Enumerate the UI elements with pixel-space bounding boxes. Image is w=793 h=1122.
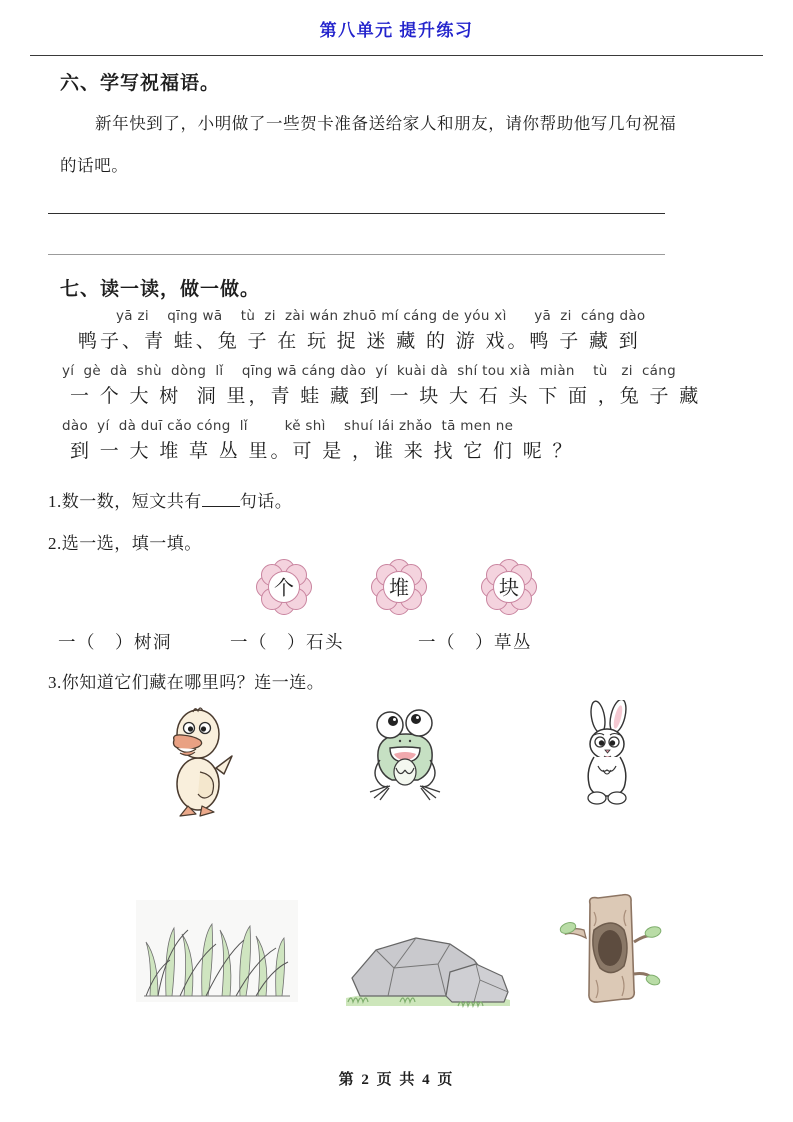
flower-option-ge bbox=[256, 558, 312, 616]
passage-line-3 bbox=[60, 418, 760, 463]
passage-line-1-pinyin: yā zi qīng wā tù zi zài wán zhuō mí cáng de yóu xì yā zi cáng dào bbox=[116, 308, 646, 324]
flower-option-kuai bbox=[481, 558, 537, 616]
question-3: 3.你知道它们藏在哪里吗？连一连。 bbox=[48, 673, 325, 692]
passage-line-2-pinyin: yí gè dà shù dòng lǐ qīng wā cáng dào yí kuài dà shí tou xià miàn tù zi cáng bbox=[62, 363, 676, 379]
section6-paragraph-line1: 新年快到了，小明做了一些贺卡准备送给家人和朋友，请你帮助他写几句祝福 bbox=[95, 114, 677, 133]
question-2: 2.选一选，填一填。 bbox=[48, 534, 202, 553]
passage-line-1 bbox=[60, 308, 760, 353]
passage-line-1-hanzi: 鸭子、青 蛙、兔 子 在 玩 捉 迷 藏 的 游 戏。鸭 子 藏 到 bbox=[78, 331, 641, 352]
passage-line-3-pinyin: dào yí dà duī cǎo cóng lǐ kě shì shuí lái zhǎo tā men ne bbox=[62, 418, 514, 434]
passage-line-2-hanzi: 一 个 大 树 洞 里，青 蛙 藏 到 一 块 大 石 头 下 面 ，兔 子 藏 bbox=[70, 386, 702, 407]
page-footer: 第 2 页 共 4 页 bbox=[338, 1072, 455, 1088]
page-title: 第八单元 提升练习 bbox=[319, 21, 474, 40]
question-1 bbox=[48, 487, 292, 512]
flower-option-char: 块 bbox=[499, 577, 519, 600]
question-1-suffix: 句话。 bbox=[239, 492, 293, 511]
rocks-image bbox=[342, 920, 514, 1017]
header-divider bbox=[30, 55, 763, 56]
passage-line-3-hanzi: 到 一 大 堆 草 丛 里。可 是 ，谁 来 找 它 们 呢 ？ bbox=[70, 441, 575, 462]
duck-image bbox=[160, 706, 235, 823]
fill-item-grass: 一（ ）草丛 bbox=[418, 632, 532, 652]
flower-option-char: 堆 bbox=[389, 577, 409, 600]
rabbit-image bbox=[574, 700, 642, 813]
writing-blank-line-1 bbox=[48, 213, 665, 214]
passage-line-2 bbox=[60, 363, 760, 408]
question-1-prefix: 1.数一数，短文共有 bbox=[48, 492, 202, 511]
grass-image bbox=[136, 900, 298, 1007]
question-1-answer-blank bbox=[202, 492, 240, 507]
frog-image bbox=[366, 708, 446, 808]
flower-option-dui bbox=[371, 558, 427, 616]
fill-item-tree-hole: 一（ ）树洞 bbox=[58, 632, 172, 652]
writing-blank-line-2 bbox=[48, 254, 665, 255]
section6-paragraph-line2: 的话吧。 bbox=[60, 156, 129, 175]
fill-item-stone: 一（ ）石头 bbox=[230, 632, 344, 652]
flower-option-char: 个 bbox=[274, 577, 294, 600]
tree-hole-image bbox=[556, 890, 664, 1015]
section7-heading: 七、读一读，做一做。 bbox=[60, 279, 261, 300]
section6-heading: 六、学写祝福语。 bbox=[60, 73, 221, 94]
